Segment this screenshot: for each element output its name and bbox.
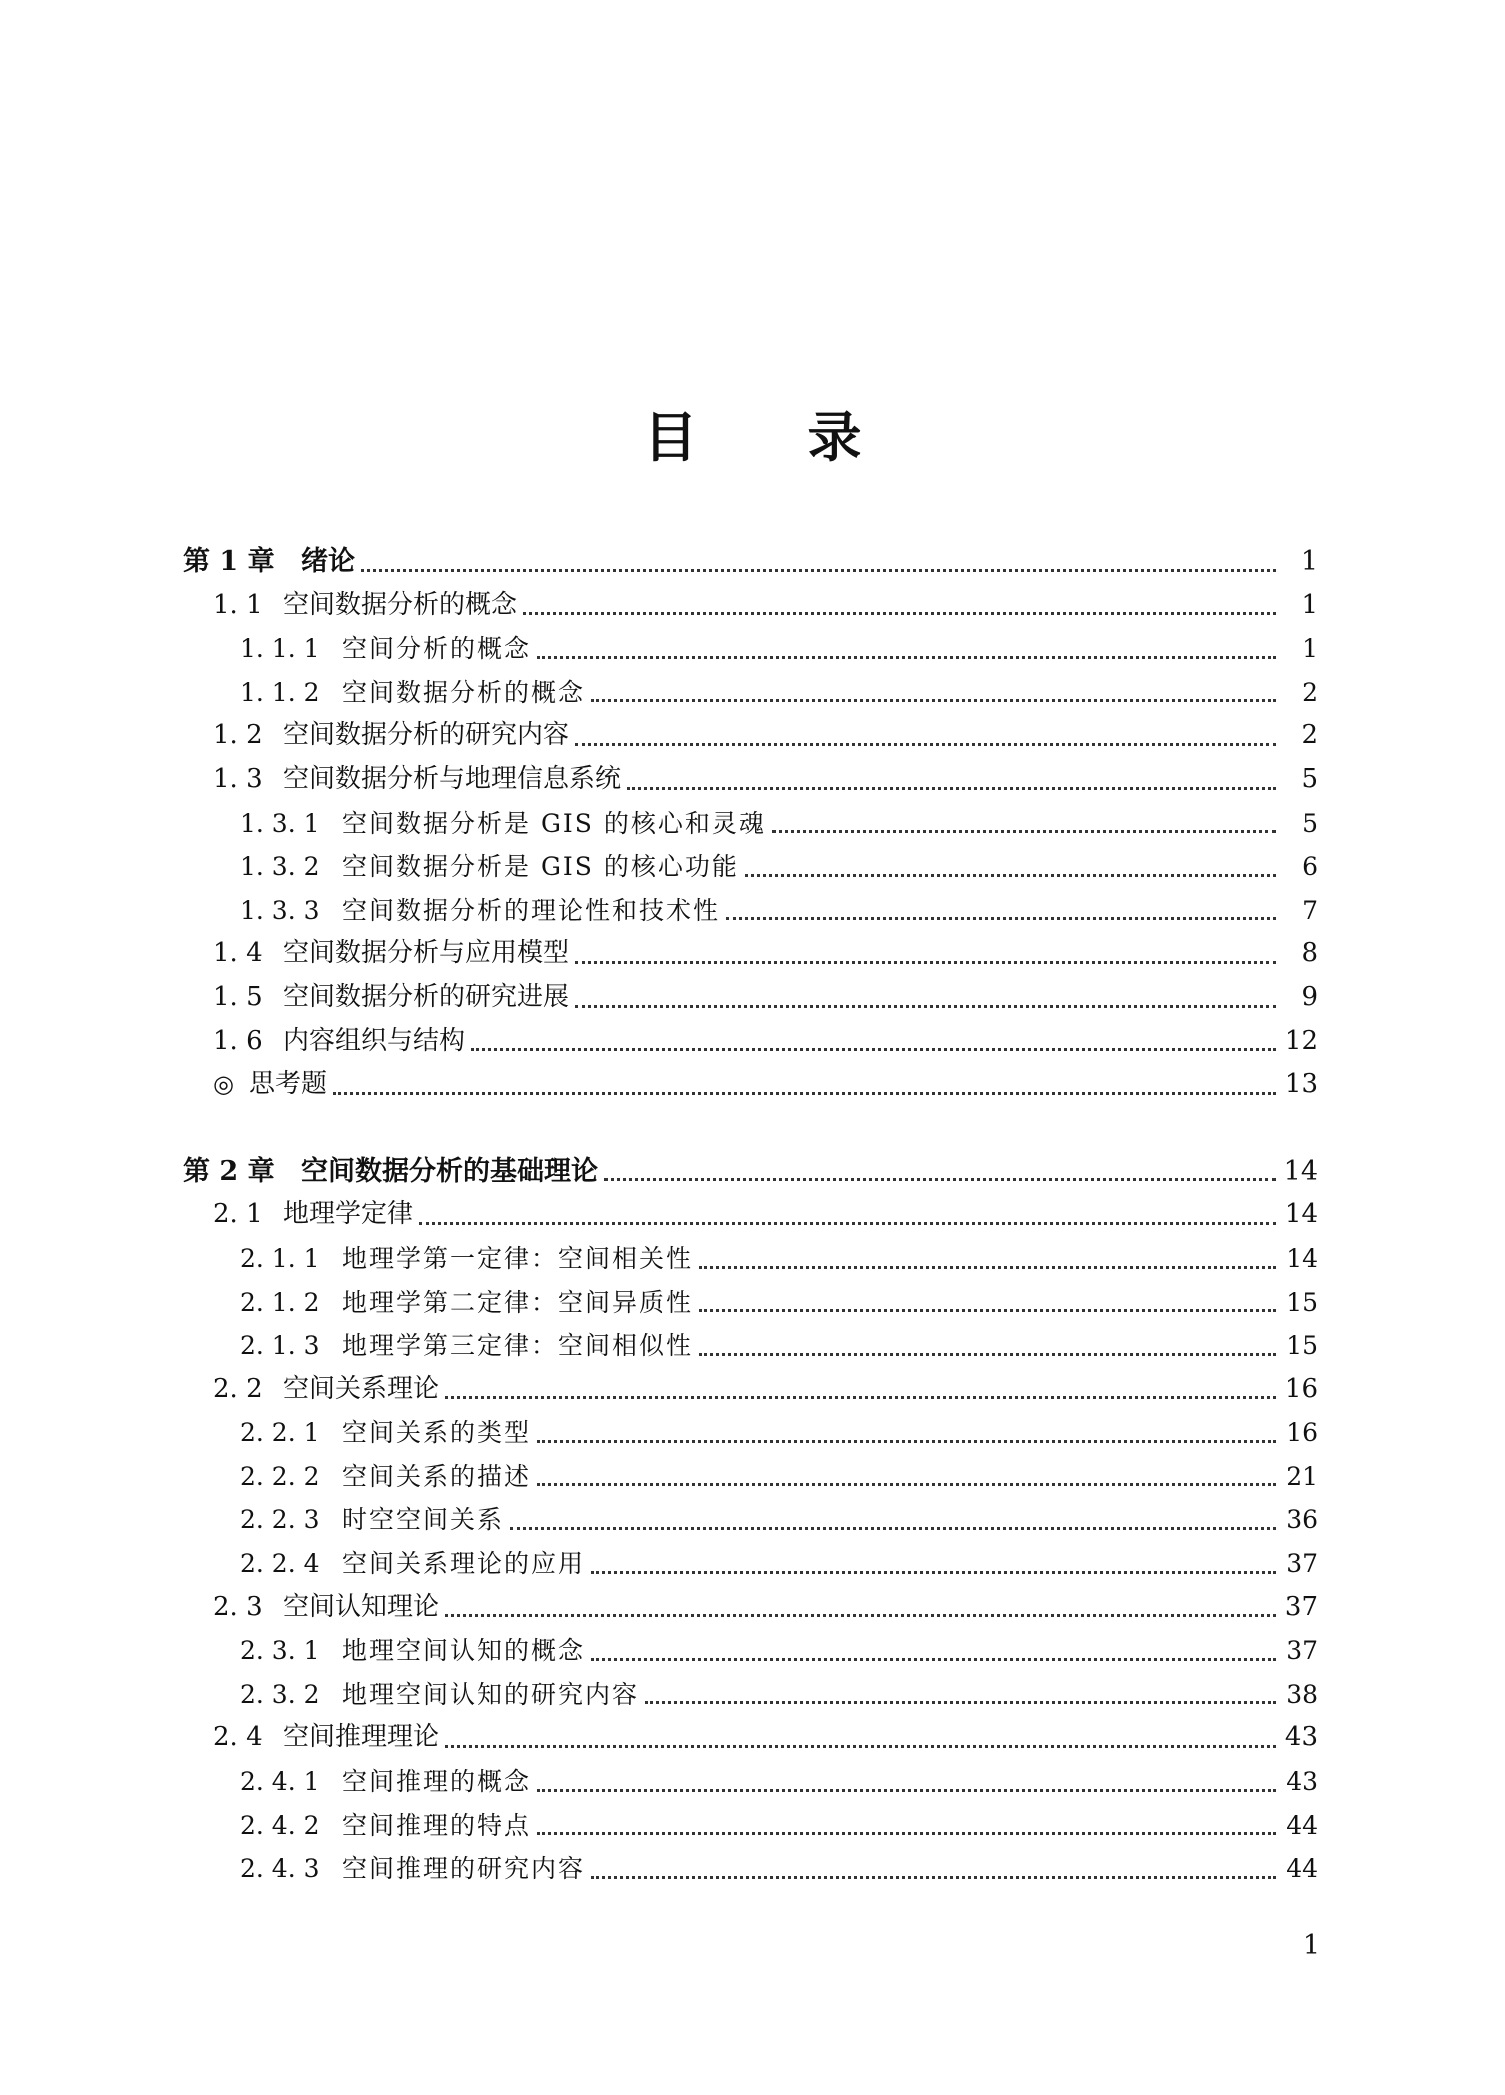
dot-leader	[772, 830, 1276, 833]
dot-leader	[361, 569, 1276, 572]
toc-entry-title: 地理学定律	[283, 1199, 414, 1230]
toc-entry	[183, 584, 1318, 628]
table-of-contents	[183, 540, 1318, 1891]
toc-entry-title: 空间数据分析的研究进展	[283, 981, 570, 1012]
toc-entry-number: 第 2 章	[183, 1155, 275, 1187]
toc-entry-title: 空间数据分析是 GIS 的核心和灵魂	[342, 808, 766, 838]
toc-entry-title: 绪论	[301, 546, 355, 577]
toc-entry	[183, 932, 1318, 976]
toc-entry-title: 地理学第一定律：空间相关性	[342, 1243, 694, 1273]
toc-entry-page: 36	[1286, 1505, 1318, 1535]
toc-entry-page: 13	[1284, 1069, 1318, 1100]
footer-page-number: 1	[1302, 1930, 1320, 1961]
toc-entry-number: 1. 3. 3	[240, 895, 320, 925]
toc-entry	[183, 1411, 1318, 1455]
toc-entry	[183, 758, 1318, 802]
toc-entry-number: 1. 5	[213, 981, 263, 1012]
toc-entry-page: 12	[1284, 1025, 1318, 1056]
toc-entry-title: 空间认知理论	[283, 1591, 440, 1622]
toc-entry-number: 2. 2. 2	[240, 1461, 320, 1491]
toc-entry-title: 空间数据分析与应用模型	[283, 938, 570, 969]
toc-entry-number: 2. 2	[213, 1373, 263, 1404]
toc-entry	[183, 1237, 1318, 1281]
toc-entry-number: 2. 2. 4	[240, 1549, 320, 1579]
dot-leader	[419, 1222, 1276, 1225]
toc-entry	[183, 1847, 1318, 1891]
toc-entry	[183, 1716, 1318, 1760]
toc-entry-page: 21	[1286, 1461, 1318, 1491]
toc-entry-number: 2. 2. 1	[240, 1418, 320, 1448]
toc-entry-number: 1. 4	[213, 938, 263, 969]
toc-entry-title: 空间数据分析与地理信息系统	[283, 763, 622, 794]
toc-entry-title: 空间数据分析的理论性和技术性	[342, 895, 721, 925]
toc-entry	[183, 1455, 1318, 1499]
toc-entry-number: 第 1 章	[183, 546, 275, 577]
toc-entry	[183, 845, 1318, 889]
dot-leader	[537, 656, 1276, 659]
toc-entry	[183, 1542, 1318, 1586]
toc-entry-page: 9	[1301, 981, 1318, 1012]
toc-entry	[183, 1368, 1318, 1412]
toc-entry-page: 1	[1302, 634, 1318, 664]
toc-entry-number: 2. 1. 2	[240, 1287, 320, 1317]
toc-chapter-entry	[183, 1150, 1318, 1194]
toc-entry-number: 2. 4. 3	[240, 1854, 320, 1884]
toc-entry-number: 2. 4. 2	[240, 1810, 320, 1840]
toc-entry	[183, 1193, 1318, 1237]
title-char-left: 目	[643, 405, 698, 469]
toc-entry-number: 1. 3. 1	[240, 808, 320, 838]
toc-entry-page: 43	[1284, 1722, 1318, 1753]
toc-entry-title: 空间关系的类型	[342, 1418, 532, 1448]
toc-entry	[183, 1629, 1318, 1673]
dot-leader	[591, 1658, 1276, 1661]
toc-entry-number: 2. 4. 1	[240, 1767, 320, 1797]
toc-entry	[183, 1760, 1318, 1804]
toc-entry-number: 1. 3	[213, 763, 263, 794]
toc-entry-page: 14	[1284, 1199, 1318, 1230]
dot-leader	[645, 1701, 1276, 1704]
toc-entry-number: 1. 1	[213, 589, 263, 620]
dot-leader	[699, 1266, 1276, 1269]
dot-leader	[591, 1876, 1276, 1879]
toc-entry	[183, 1586, 1318, 1630]
toc-entry	[183, 1673, 1318, 1717]
toc-entry-page: 2	[1302, 677, 1318, 707]
dot-leader	[537, 1440, 1276, 1443]
dot-leader	[575, 961, 1276, 964]
toc-entry-page: 1	[1301, 589, 1318, 620]
toc-entry-page: 6	[1302, 852, 1318, 882]
dot-leader	[745, 874, 1276, 877]
toc-entry	[183, 1324, 1318, 1368]
dot-leader	[445, 1396, 1276, 1399]
toc-entry-page: 44	[1286, 1810, 1318, 1840]
toc-entry-title: 空间关系理论的应用	[342, 1549, 586, 1579]
toc-entry-title: 时空空间关系	[342, 1505, 505, 1535]
toc-chapter-section	[183, 1150, 1318, 1891]
toc-entry-number: 1. 1. 2	[240, 677, 320, 707]
dot-leader	[726, 917, 1276, 920]
toc-entry	[183, 1020, 1318, 1064]
toc-entry-page: 37	[1286, 1549, 1318, 1579]
page-title	[0, 395, 1505, 472]
dot-leader	[591, 699, 1276, 702]
toc-entry-page: 5	[1301, 763, 1318, 794]
toc-entry-title: 空间数据分析的研究内容	[283, 720, 570, 751]
dot-leader	[445, 1614, 1276, 1617]
toc-entry-title: 空间关系理论	[283, 1373, 440, 1404]
toc-entry-title: 地理空间认知的研究内容	[342, 1679, 640, 1709]
dot-leader	[510, 1527, 1276, 1530]
toc-entry-title: 空间数据分析的概念	[342, 677, 586, 707]
toc-entry-page: 43	[1286, 1767, 1318, 1797]
toc-entry-number: 1. 3. 2	[240, 852, 320, 882]
dot-leader	[575, 743, 1276, 746]
toc-entry-title: 空间分析的概念	[342, 634, 532, 664]
toc-entry-page: 15	[1286, 1331, 1318, 1361]
toc-entry-number: 1. 2	[213, 720, 263, 751]
toc-entry-page: 5	[1302, 808, 1318, 838]
toc-entry-title: 空间推理理论	[283, 1722, 440, 1753]
toc-entry	[183, 802, 1318, 846]
toc-entry	[183, 889, 1318, 933]
toc-entry-page: 16	[1286, 1418, 1318, 1448]
toc-entry-page: 1	[1300, 546, 1318, 577]
exercise-icon: ◎	[213, 1070, 234, 1099]
toc-entry-number: 2. 1. 3	[240, 1331, 320, 1361]
dot-leader	[604, 1178, 1276, 1181]
toc-entry	[183, 671, 1318, 715]
toc-entry-page: 14	[1283, 1155, 1318, 1187]
dot-leader	[699, 1309, 1276, 1312]
toc-entry	[183, 714, 1318, 758]
toc-entry	[183, 627, 1318, 671]
toc-entry-title: 空间关系的描述	[342, 1461, 532, 1491]
dot-leader	[523, 612, 1276, 615]
dot-leader	[537, 1789, 1276, 1792]
toc-entry-number: 2. 3. 2	[240, 1679, 320, 1709]
toc-entry-number: 1. 1. 1	[240, 634, 320, 664]
toc-entry-title: 空间推理的概念	[342, 1767, 532, 1797]
toc-entry-title: 地理学第三定律：空间相似性	[342, 1331, 694, 1361]
toc-entry-page: 15	[1286, 1287, 1318, 1317]
dot-leader	[445, 1745, 1276, 1748]
dot-leader	[471, 1048, 1276, 1051]
title-char-right: 录	[807, 405, 862, 469]
dot-leader	[591, 1571, 1276, 1574]
toc-entry-title: 空间数据分析的概念	[283, 589, 518, 620]
toc-entry-page: 2	[1301, 720, 1318, 751]
toc-entry-number: 1. 6	[213, 1025, 263, 1056]
toc-entry-page: 8	[1301, 938, 1318, 969]
toc-chapter-section	[183, 540, 1318, 1107]
toc-entry-page: 44	[1286, 1854, 1318, 1884]
toc-entry-page: 37	[1286, 1636, 1318, 1666]
toc-entry-title: 空间推理的研究内容	[342, 1854, 586, 1884]
toc-entry	[183, 1804, 1318, 1848]
toc-entry-title: 空间数据分析的基础理论	[301, 1155, 598, 1187]
toc-entry-title: 地理空间认知的概念	[342, 1636, 586, 1666]
toc-entry	[183, 976, 1318, 1020]
toc-entry-title: 空间数据分析是 GIS 的核心功能	[342, 852, 739, 882]
dot-leader	[537, 1832, 1276, 1835]
toc-entry-page: 16	[1284, 1373, 1318, 1404]
toc-entry	[183, 1498, 1318, 1542]
toc-entry-number: 2. 2. 3	[240, 1505, 320, 1535]
toc-entry-page: 14	[1286, 1243, 1318, 1273]
toc-entry-page: 38	[1286, 1679, 1318, 1709]
toc-entry-number: 2. 3. 1	[240, 1636, 320, 1666]
toc-entry-number: 2. 1	[213, 1199, 263, 1230]
toc-entry	[183, 1063, 1318, 1107]
toc-entry-title: 内容组织与结构	[283, 1025, 466, 1056]
toc-entry-page: 7	[1302, 895, 1318, 925]
dot-leader	[627, 787, 1276, 790]
dot-leader	[699, 1353, 1276, 1356]
toc-entry-number: 2. 4	[213, 1722, 263, 1753]
toc-entry-number: 2. 1. 1	[240, 1243, 320, 1273]
dot-leader	[333, 1092, 1276, 1095]
toc-entry-page: 37	[1284, 1591, 1318, 1622]
toc-entry-number: 2. 3	[213, 1591, 263, 1622]
dot-leader	[575, 1005, 1276, 1008]
toc-entry-title: 空间推理的特点	[342, 1810, 532, 1840]
toc-entry-title: 思考题	[249, 1069, 328, 1100]
toc-chapter-entry	[183, 540, 1318, 584]
toc-entry	[183, 1281, 1318, 1325]
toc-entry-title: 地理学第二定律：空间异质性	[342, 1287, 694, 1317]
dot-leader	[537, 1483, 1276, 1486]
